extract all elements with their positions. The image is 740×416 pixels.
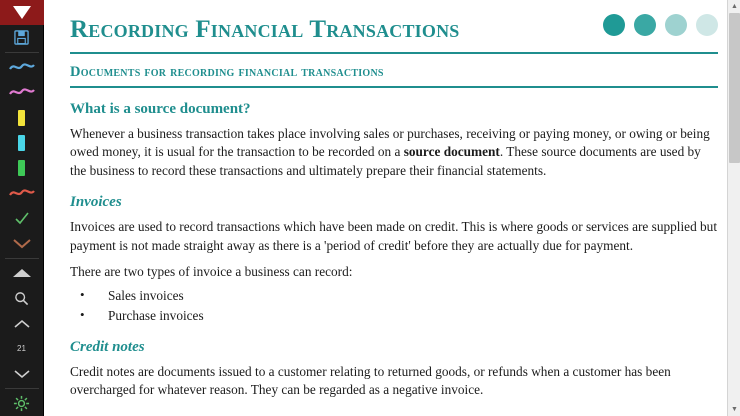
paragraph-invoices: Invoices are used to record transactions which have been made on credit. This is where goods or services are supplied but payment is not made straight away as there is a 'period of credit' before they are actually due for payment. (70, 219, 718, 253)
page-up-button[interactable] (0, 260, 44, 285)
save-button[interactable] (0, 25, 44, 50)
next-page-button[interactable] (0, 362, 44, 387)
eraser-icon (12, 238, 32, 250)
chevron-up-icon (14, 319, 30, 329)
subheading-credit-notes: Credit notes (70, 338, 145, 355)
page-content (70, 14, 718, 400)
highlighter-yellow-icon (18, 110, 25, 126)
app-logo[interactable] (0, 0, 44, 25)
pen-blue-button[interactable] (0, 54, 44, 79)
tool-sidebar (0, 0, 44, 416)
search-icon (14, 291, 29, 306)
section-rule (70, 86, 718, 88)
page-title: Recording Financial Transactions (70, 16, 460, 43)
settings-button[interactable] (0, 391, 44, 416)
gear-icon (13, 395, 30, 412)
title-rule (70, 52, 718, 54)
highlighter-cyan-icon (18, 135, 25, 151)
pen-pink-icon (9, 86, 35, 98)
invoice-types-list (70, 287, 718, 326)
highlighter-green-icon (18, 160, 25, 176)
document-page (44, 0, 740, 416)
pen-red-icon (9, 187, 35, 199)
scroll-up-arrow[interactable]: ▲ (728, 0, 740, 13)
highlighter-yellow-button[interactable] (0, 105, 44, 130)
paragraph-source-document (70, 125, 718, 182)
check-tool-button[interactable] (0, 206, 44, 231)
previous-page-button[interactable] (0, 311, 44, 336)
logo-mark (13, 6, 31, 19)
check-tool-icon (14, 212, 30, 225)
paragraph-credit-notes: Credit notes are documents issued to a customer relating to returned goods, or refunds when a customer has been overcharged for whatever reason. They can be regarded as a negative invoice. (70, 363, 671, 398)
highlighter-green-button[interactable] (0, 155, 44, 180)
highlighter-cyan-button[interactable] (0, 130, 44, 155)
divider-line (5, 258, 39, 259)
pen-pink-button[interactable] (0, 80, 44, 105)
subheading-source-document: What is a source document? (70, 100, 251, 117)
pen-blue-icon (9, 61, 35, 73)
divider-line (5, 388, 39, 389)
scrollbar-thumb[interactable] (729, 13, 740, 163)
text-segment-bold: source document (403, 144, 500, 160)
page-number-label: 21 (17, 344, 26, 354)
eraser-button[interactable] (0, 231, 44, 256)
scroll-down-arrow[interactable]: ▼ (728, 403, 740, 416)
chevron-up-filled-icon (12, 267, 32, 279)
paragraph-invoice-types: There are two types of invoice a business can record: (70, 263, 353, 279)
list-item: • Sales invoices (70, 287, 718, 306)
pen-red-button[interactable] (0, 181, 44, 206)
page-number-display[interactable] (0, 336, 44, 361)
list-item: • Purchase invoices (70, 307, 718, 326)
chevron-down-icon (14, 369, 30, 379)
vertical-scrollbar[interactable] (727, 0, 740, 416)
text-segment: Whenever a business transaction takes place involving sales or purchases, receiving or paying money, or owing or being owed money, it is usual for the transaction to be recorded on a (70, 125, 710, 160)
zoom-button[interactable] (0, 286, 44, 311)
save-icon (14, 30, 29, 45)
subheading-invoices: Invoices (70, 194, 122, 211)
text-segment: . These source documents are used by the business to record these transactions and ultimately prepare their financial statements. (70, 144, 701, 179)
divider-line (5, 52, 39, 53)
section-heading: Documents for recording financial transactions (70, 64, 384, 80)
